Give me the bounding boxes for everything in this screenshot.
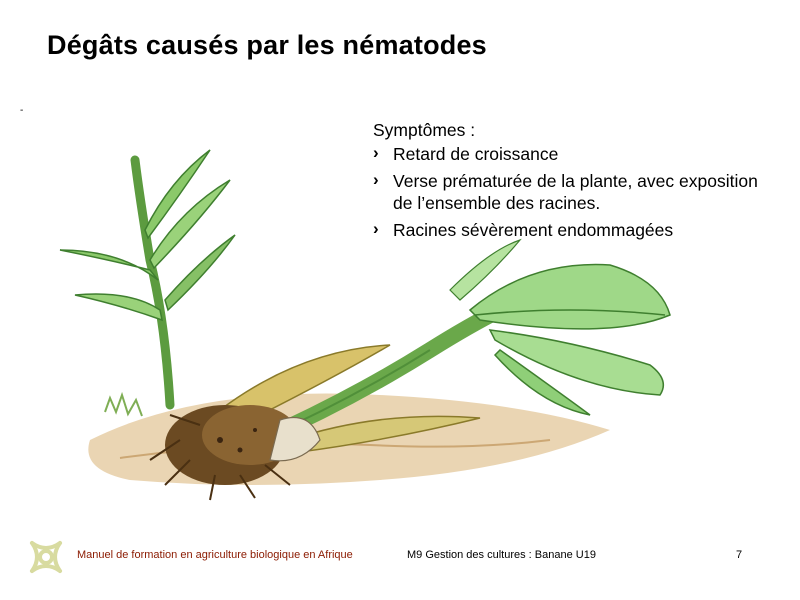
- symptom-text: Racines sévèrement endommagées: [393, 220, 674, 241]
- bullet-chevron-icon: ›: [373, 170, 379, 190]
- symptom-item: [373, 171, 773, 214]
- symptoms-heading: Symptômes :: [373, 120, 476, 140]
- page-number: 7: [736, 549, 743, 561]
- symptom-item: [373, 144, 773, 166]
- stray-mark: -: [20, 105, 24, 116]
- symptoms-block: [373, 120, 773, 248]
- bullet-chevron-icon: ›: [373, 219, 379, 239]
- knot-logo-icon: [22, 533, 70, 581]
- symptom-list: [373, 144, 773, 242]
- slide-title: Dégâts causés par les nématodes: [47, 30, 487, 60]
- symptom-text: Verse prématurée de la plante, avec exposition de l’ensemble des racines.: [393, 171, 758, 213]
- footer-module: M9 Gestion des cultures : Banane U19: [407, 549, 596, 561]
- symptom-text: Retard de croissance: [393, 143, 559, 164]
- symptom-item: [373, 220, 773, 242]
- footer-manual-title: Manuel de formation en agriculture biologique en Afrique: [77, 549, 353, 561]
- bullet-chevron-icon: ›: [373, 142, 379, 162]
